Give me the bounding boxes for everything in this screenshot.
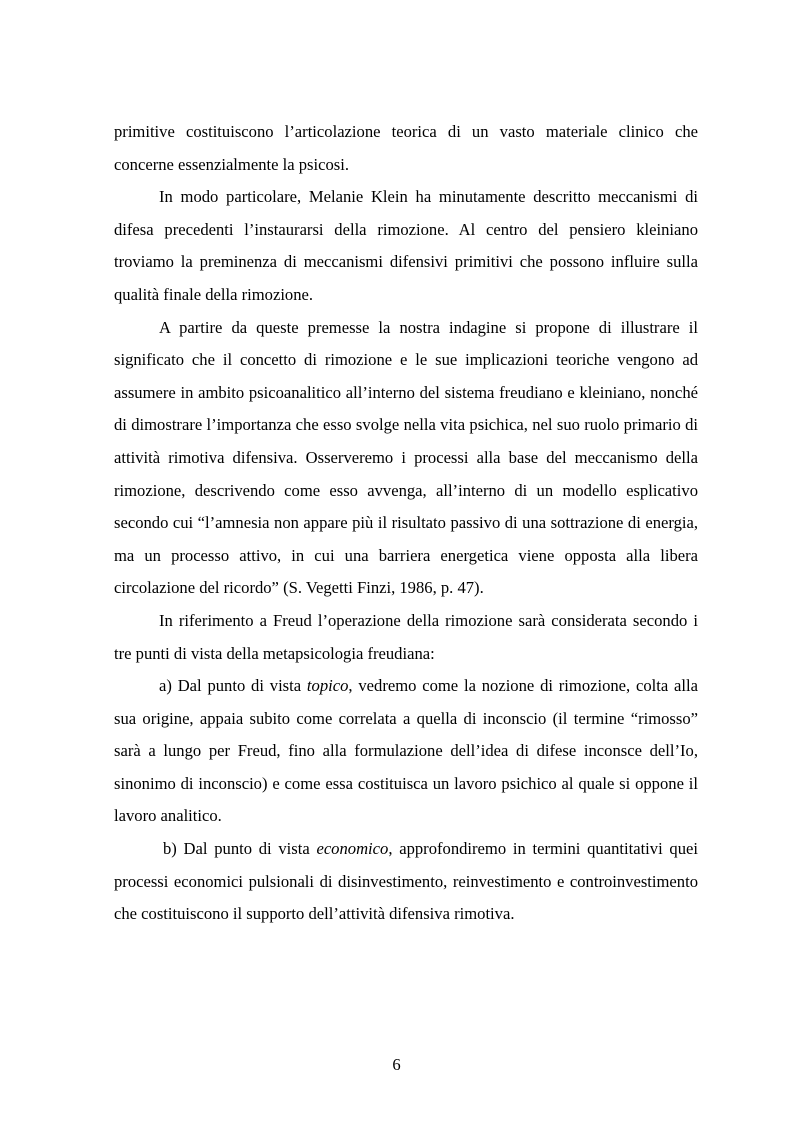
page-body — [114, 116, 698, 931]
paragraph-topical-rest: , vedremo come la nozione di rimozione, colta alla sua origine, appaia subito come correlata a quella di inconscio (il termine “rimosso” sarà a lungo per Freud, fino alla formulazione dell’idea di difese inconsce dell’Io, sinonimo di inconscio) e come essa costituisca un lavoro psichico al quale si oppone il lavoro analitico. — [114, 676, 699, 826]
paragraph-topical-lead: a) Dal punto di vista — [159, 676, 307, 696]
page-number: 6 — [392, 1055, 401, 1074]
paragraph-freud-metapsychology: In riferimento a Freud l’operazione della rimozione sarà considerata secondo i tre punti di vista della metapsicologia freudiana: — [114, 610, 698, 663]
paragraph-economic-lead: b) Dal punto di vista — [163, 839, 317, 859]
paragraph-economic-rest: , approfondiremo in termini quantitativi quei processi economici pulsionali di disinvestimento, reinvestimento e controinvestimento che costituiscono il supporto dell’attività difensiva rimotiva. — [114, 839, 698, 924]
paragraph-topical-view — [114, 670, 698, 833]
term-economico: economico — [316, 839, 389, 859]
paragraph-continuation: primitive costituiscono l’articolazione teorica di un vasto materiale clinico che concerne essenzialmente la psicosi. — [114, 122, 698, 174]
paragraph-melanie-klein: In modo particolare, Melanie Klein ha minutamente descritto meccanismi di difesa precedenti l’instaurarsi della rimozione. Al centro del pensiero kleiniano troviamo la preminenza di meccanismi difensivi primitivi che possono influire sulla qualità finale della rimozione. — [114, 187, 698, 304]
paragraph-economic-view — [114, 833, 698, 931]
paragraph-research-aim: A partire da queste premesse la nostra indagine si propone di illustrare il significato che il concetto di rimozione e le sue implicazioni teoriche vengono ad assumere in ambito psicoanalitico all’interno del sistema freudiano e kleiniano, nonché di dimostrare l’importanza che esso svolge nella vita psichica, nel suo ruolo primario di attività rimotiva difensiva. Osserveremo i processi alla base del meccanismo della rimozione, descrivendo come esso avvenga, all’interno di un modello esplicativo secondo cui “l’amnesia non appare più il risultato passivo di una sottrazione di energia, ma un processo attivo, in cui una barriera energetica viene opposta alla libera circolazione del ricordo” (S. Vegetti Finzi, 1986, p. 47). — [114, 317, 698, 598]
term-topico: topico — [306, 676, 349, 696]
